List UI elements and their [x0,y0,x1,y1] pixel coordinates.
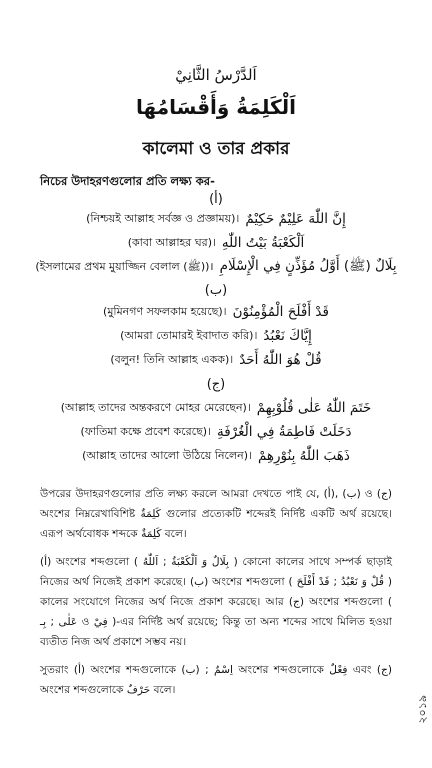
lesson-heading: اَلدَّرْسُ الثَّانِيْ [175,66,257,84]
group-label-a: (أ) [209,192,223,207]
example-translation: (ইসলামের প্রথম মুয়াজ্জিন বেলাল (ﷺ))। [35,259,214,273]
example-row [40,420,392,444]
example-arabic: قُلْ هُوَ اللّٰهُ أَحَدٌ [239,352,322,368]
example-row [40,231,392,255]
example-row [40,207,392,231]
example-row [40,324,392,348]
example-arabic: خَتَمَ اللّٰهُ عَلٰى قُلُوْبِهِمْ [256,400,372,416]
group-label-c: (ج) [206,377,226,392]
example-translation: (নিশ্চয়ই আল্লাহ সর্বজ্ঞ ও প্রজ্ঞাময়)। [86,211,240,225]
example-arabic: بِلَالٌ (ﷺ) أَوَّلُ مُؤَذِّنٍ فِي الْإِسْلَامِ [219,258,397,274]
example-translation: (আল্লাহ তাদের আলো উঠিয়ে নিলেন)। [82,448,252,462]
example-row [35,255,397,279]
group-label-b: (ب) [204,283,228,298]
example-translation: (মুমিনগণ সফলকাম হয়েছে)। [103,304,227,318]
chapter-title-arabic: اَلْكَلِمَةُ وَأَقْسَامُهَا [136,95,296,119]
example-translation: (ফাতিমা কক্ষে প্রবেশ করেছে)। [80,424,211,438]
example-arabic: إِيَّاكَ نَعْبُدُ [263,328,312,344]
example-arabic: إِنَّ اللّٰهَ عَلِيْمٌ حَكِيْمٌ [245,211,346,227]
example-translation: (আল্লাহ তাদের অন্তকরণে মোহর মেরেছেন)। [60,400,251,414]
example-row [40,444,392,468]
example-arabic: دَخَلَتْ فَاطِمَةُ فِي الْغُرْفَةِ [216,424,352,440]
explanation-paragraph: (أ) অংশের শব্দগুলো ( بِلَالٌ وَ اَلْكَعْبَةُ ; اَللّٰهُ ) কোনো কালের সাথে সম্পর্ক ছাড়াই নিজের অর্থ নিজেই প্রকাশ করেছে। (ب) অংশের শব্দগুলো ( قُلْ وَ نَعْبُدُ ; قَدْ أَفْلَحَ ) কালের সংযোগে নিজের অর্থ নিজে প্রকাশ করেছে। আর (ج) অংশের শব্দগুলো ( عَلٰى ; بِـ ও فِيْ )-এর নির্দিষ্ট অর্থ রয়েছে; কিন্তু তা অন্য শব্দের সাথে মিলিত হওয়া ব্যতীত নিজ অর্থ প্রকাশে সম্ভব নয়। [40,556,392,648]
example-row [40,348,392,372]
page-number: ২০১৯ [416,695,429,724]
example-translation: (কাবা আল্লাহর ঘর)। [127,235,216,249]
example-translation: (আমরা তোমারই ইবাদাত করি)। [120,328,258,342]
chapter-title-bengali: কালেমা ও তার প্রকার [142,139,290,159]
example-row [40,300,392,324]
intro-instruction: নিচের উদাহরণগুলোর প্রতি লক্ষ্য কর- [40,174,215,188]
conclusion-paragraph: সুতরাং (أ) অংশের শব্দগুলোকে اِسْمٌ ; (ب) অংশের শব্দগুলোকে فِعْلٌ এবং (ج) অংশের শব্দগুলোকে حَرْفٌ বলে। [40,664,392,696]
explanation-paragraph: উপরের উদাহরণগুলোর প্রতি লক্ষ্য করলে আমরা দেখতে পাই যে, (أ), (ب) ও (ج) অংশের নিম্নরেখাবিশিষ্ট كَلِمَةٌ গুলোর প্রত্যেকটি শব্দেরই নির্দিষ্ট একটি অর্থ রয়েছে। এরূপ অর্থবোধক শব্দকে كَلِمَةٌ বলে। [40,488,392,540]
example-arabic: اَلْكَعْبَةُ بَيْتُ اللّٰهِ [221,235,305,251]
example-translation: (বলুন! তিনি আল্লাহ একক)। [110,352,234,366]
example-row [40,396,392,420]
example-arabic: ذَهَبَ اللّٰهُ بِنُوْرِهِمْ [257,448,350,464]
example-arabic: قَدْ أَفْلَحَ الْمُؤْمِنُوْنَ [232,304,329,320]
